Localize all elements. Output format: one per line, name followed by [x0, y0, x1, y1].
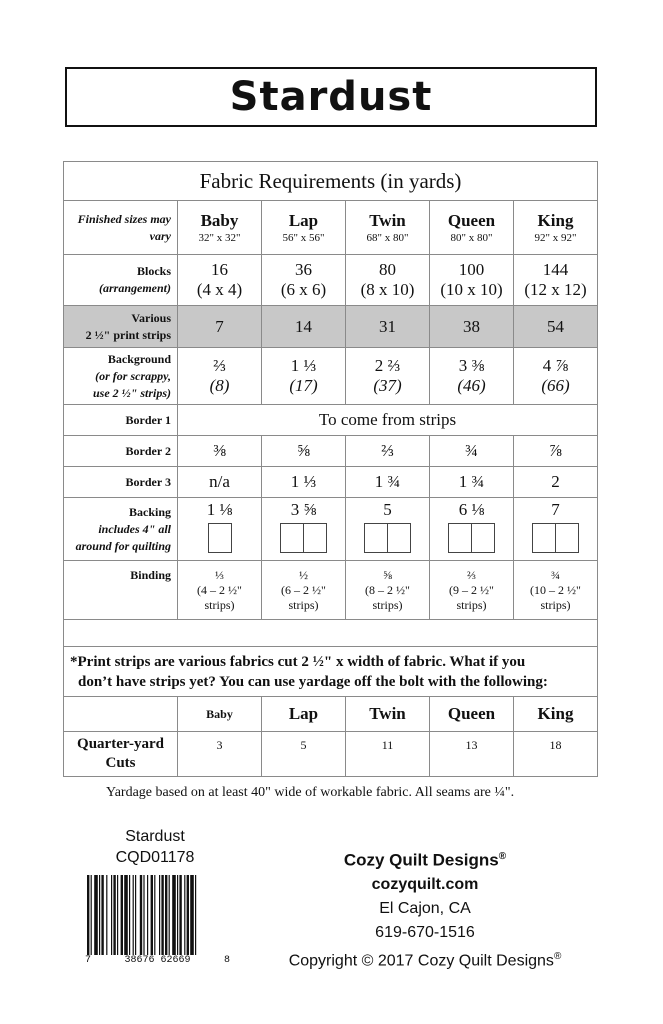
- backing-panel-icon: [208, 523, 232, 553]
- sku-block: [105, 826, 205, 868]
- blocks-value: 144 (12 x 12): [514, 255, 598, 306]
- backing-panel-icon: [364, 523, 388, 553]
- background-value: 4 ⅞ (66): [514, 348, 598, 405]
- company-block: [255, 845, 595, 973]
- border3-value: 1 ⅓: [262, 467, 346, 498]
- fabric-requirements-table: [63, 161, 598, 777]
- size-col: Twin 68" x 80": [346, 201, 430, 255]
- company-name: Cozy Quilt Designs®: [343, 850, 507, 870]
- quarter-header: King: [514, 697, 598, 732]
- sku-code: CQD01178: [115, 849, 195, 866]
- title-box: [65, 67, 597, 127]
- barcode-numbers: 7 38676 62669 8: [85, 955, 230, 966]
- quarter-value: 3: [178, 732, 262, 777]
- company-website[interactable]: cozyquilt.com: [371, 875, 479, 893]
- strips-value: 31: [346, 306, 430, 348]
- strips-value: 38: [430, 306, 514, 348]
- blocks-value: 100 (10 x 10): [430, 255, 514, 306]
- backing-value: 5: [346, 498, 430, 561]
- border3-value: n/a: [178, 467, 262, 498]
- border2-value: ⅞: [514, 436, 598, 467]
- border3-value: 1 ¾: [430, 467, 514, 498]
- sku-name: Stardust: [125, 828, 185, 845]
- size-col: Baby 32" x 32": [178, 201, 262, 255]
- quarter-header: Twin: [346, 697, 430, 732]
- background-value: 3 ⅜ (46): [430, 348, 514, 405]
- quarter-blank: [64, 697, 178, 732]
- blocks-label: Blocks (arrangement): [64, 255, 178, 306]
- table-heading: Fabric Requirements (in yards): [64, 162, 598, 201]
- border1-value: To come from strips: [178, 405, 598, 436]
- strips-note: *Print strips are various fabrics cut 2 ½" x width of fabric. What if you don’t have strips yet? You can use yardage off the bolt with the following:: [64, 647, 598, 697]
- backing-panel-icon: [532, 523, 556, 553]
- strips-value: 7: [178, 306, 262, 348]
- blocks-value: 36 (6 x 6): [262, 255, 346, 306]
- binding-value: ⅓ (4 – 2 ½" strips): [178, 561, 262, 620]
- backing-panel-icon: [303, 523, 327, 553]
- border2-value: ⅔: [346, 436, 430, 467]
- backing-panel-icon: [555, 523, 579, 553]
- pattern-title: Stardust: [229, 74, 433, 120]
- binding-value: ⅔ (9 – 2 ½" strips): [430, 561, 514, 620]
- border2-value: ⅝: [262, 436, 346, 467]
- border3-value: 1 ¾: [346, 467, 430, 498]
- border2-value: ¾: [430, 436, 514, 467]
- binding-label: Binding: [64, 561, 178, 620]
- backing-panel-icon: [387, 523, 411, 553]
- company-city: El Cajon, CA: [379, 899, 471, 917]
- quarter-value: 11: [346, 732, 430, 777]
- yardage-note: Yardage based on at least 40" wide of workable fabric. All seams are ¼".: [106, 785, 515, 800]
- strips-label: Various 2 ½" print strips: [64, 306, 178, 348]
- strips-value: 54: [514, 306, 598, 348]
- quarter-label: Quarter-yard Cuts: [64, 732, 178, 777]
- background-value: 2 ⅔ (37): [346, 348, 430, 405]
- quarter-value: 18: [514, 732, 598, 777]
- quarter-header: Lap: [262, 697, 346, 732]
- border3-value: 2: [514, 467, 598, 498]
- background-value: ⅔ (8): [178, 348, 262, 405]
- size-note-label: Finished sizes may vary: [64, 201, 178, 255]
- border2-label: Border 2: [64, 436, 178, 467]
- blocks-value: 80 (8 x 10): [346, 255, 430, 306]
- quarter-header: Baby: [178, 697, 262, 732]
- size-col: Queen 80" x 80": [430, 201, 514, 255]
- backing-value: 7: [514, 498, 598, 561]
- copyright: Copyright © 2017 Cozy Quilt Designs®: [288, 950, 562, 969]
- size-col: King 92" x 92": [514, 201, 598, 255]
- border3-label: Border 3: [64, 467, 178, 498]
- backing-label: Backing includes 4" all around for quilting: [64, 498, 178, 561]
- border1-label: Border 1: [64, 405, 178, 436]
- quarter-value: 5: [262, 732, 346, 777]
- quarter-value: 13: [430, 732, 514, 777]
- background-label: Background (or for scrappy, use 2 ½" strips): [64, 348, 178, 405]
- backing-value: 1 ⅛: [178, 498, 262, 561]
- company-phone: 619-670-1516: [375, 923, 475, 941]
- barcode-icon: [85, 875, 230, 955]
- binding-value: ½ (6 – 2 ½" strips): [262, 561, 346, 620]
- blocks-value: 16 (4 x 4): [178, 255, 262, 306]
- strips-value: 14: [262, 306, 346, 348]
- binding-value: ⅝ (8 – 2 ½" strips): [346, 561, 430, 620]
- backing-panel-icon: [471, 523, 495, 553]
- border2-value: ⅜: [178, 436, 262, 467]
- blank-row: [64, 620, 598, 647]
- background-value: 1 ⅓ (17): [262, 348, 346, 405]
- size-col: Lap 56" x 56": [262, 201, 346, 255]
- backing-value: 3 ⅝: [262, 498, 346, 561]
- backing-panel-icon: [448, 523, 472, 553]
- quarter-header: Queen: [430, 697, 514, 732]
- backing-panel-icon: [280, 523, 304, 553]
- backing-value: 6 ⅛: [430, 498, 514, 561]
- binding-value: ¾ (10 – 2 ½" strips): [514, 561, 598, 620]
